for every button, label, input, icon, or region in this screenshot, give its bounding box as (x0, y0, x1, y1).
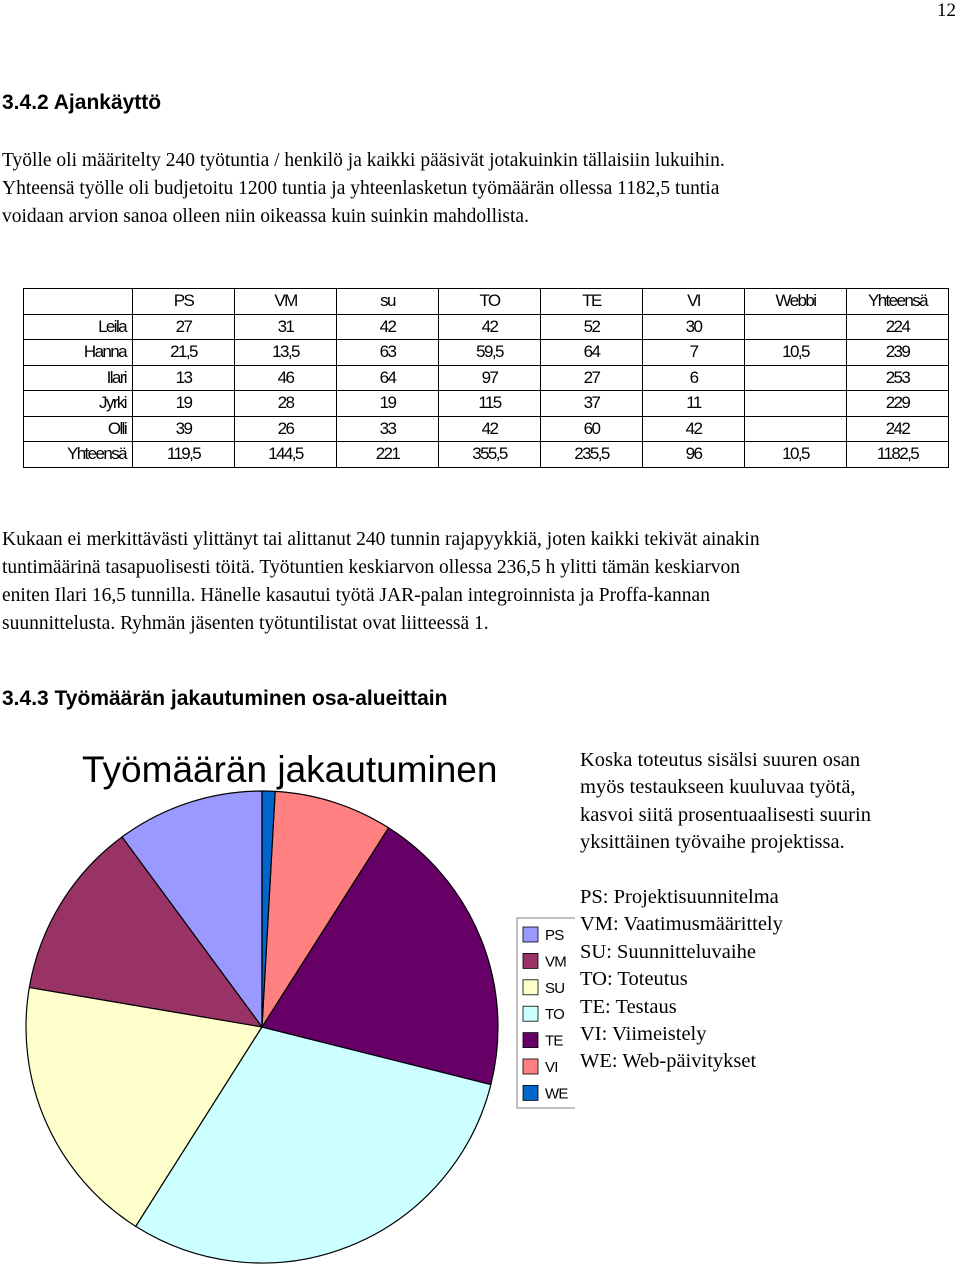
table-header-row (24, 289, 949, 315)
table-header-cell: VI (643, 289, 745, 315)
abbreviation-line: WE: Web-päivitykset (580, 1050, 757, 1073)
table-cell: 239 (847, 340, 949, 366)
table-cell: 10,5 (745, 442, 847, 468)
table-cell: 64 (541, 340, 643, 366)
table-cell: 60 (541, 416, 643, 442)
table-cell: 96 (643, 442, 745, 468)
table-cell: 21,5 (133, 340, 235, 366)
abbreviation-line: PS: Projektisuunnitelma (580, 886, 779, 908)
table-cell: 13 (133, 365, 235, 391)
legend-swatch-vm (523, 953, 538, 968)
section-heading-ajankaytto: 3.4.2 Ajankäyttö (2, 91, 162, 114)
table-cell: 30 (643, 314, 745, 340)
table-cell: 242 (847, 416, 949, 442)
table-cell: 59,5 (439, 340, 541, 366)
legend-swatch-vi (523, 1059, 538, 1074)
table-header-cell: Webbi (745, 289, 847, 315)
legend-swatch-te (523, 1033, 538, 1048)
paragraph-line: eniten Ilari 16,5 tunnilla. Hänelle kasautui työtä JAR-palan integroinnista ja Proffa-kannan (2, 585, 710, 606)
legend-label-ps: PS (545, 927, 564, 944)
pie-slices (26, 791, 498, 1263)
abbreviation-list (580, 884, 783, 1076)
table-cell: 63 (337, 340, 439, 366)
table-total-row (24, 442, 949, 468)
table-cell: 221 (337, 442, 439, 468)
legend-swatch-ps (523, 927, 538, 942)
side-note (580, 747, 871, 857)
table-header-cell (24, 289, 133, 315)
table-cell: 37 (541, 391, 643, 417)
table-cell: 42 (643, 416, 745, 442)
legend-label-to: TO (545, 1006, 564, 1024)
paragraph-time-usage (2, 147, 725, 231)
abbreviation-line: VM: Vaatimusmäärittely (580, 913, 783, 936)
legend-label-we: WE (545, 1085, 568, 1103)
side-note-line: kasvoi siitä prosentuaalisesti suurin (580, 803, 871, 826)
table-cell: 355,5 (439, 442, 541, 468)
table-header-cell: su (337, 289, 439, 315)
legend-swatch-we (523, 1085, 538, 1100)
paragraph-line: Työlle oli määritelty 240 työtuntia / henkilö ja kaikki pääsivät jotakuinkin tällaisiin lukuihin. (2, 150, 725, 171)
section-heading-work-distribution: 3.4.3 Työmäärän jakautuminen osa-alueittain (2, 687, 448, 710)
table-cell: 11 (643, 391, 745, 417)
table-cell: 27 (133, 314, 235, 340)
table-cell: 42 (439, 314, 541, 340)
table-cell: 253 (847, 365, 949, 391)
table-cell: 19 (133, 391, 235, 417)
table-cell-name: Ilari (24, 365, 133, 391)
side-note-line: Koska toteutus sisälsi suuren osan (580, 749, 861, 771)
table-row (24, 340, 949, 366)
table-header-cell: TO (439, 289, 541, 315)
table-cell: 229 (847, 391, 949, 417)
abbreviation-line: TE: Testaus (580, 995, 677, 1018)
table-cell: 1182,5 (847, 442, 949, 468)
table-cell-name: Olli (24, 416, 133, 442)
paragraph-line: Kukaan ei merkittävästi ylittänyt tai alittanut 240 tunnin rajapyykkiä, joten kaikki tekivät ainakin (2, 529, 760, 550)
table-cell-name: Hanna (24, 340, 133, 366)
table-cell: 235,5 (541, 442, 643, 468)
table-cell-name: Yhteensä (24, 442, 133, 468)
chart-legend (517, 918, 575, 1108)
chart-title: Työmäärän jakautuminen (82, 749, 498, 790)
table-cell: 13,5 (235, 340, 337, 366)
pie-chart (0, 740, 575, 1265)
table-cell: 6 (643, 365, 745, 391)
table-cell (745, 416, 847, 442)
table-cell: 7 (643, 340, 745, 366)
table-cell (745, 365, 847, 391)
table-header-cell: Yhteensä (847, 289, 949, 315)
table-cell: 115 (439, 391, 541, 417)
table-cell: 144,5 (235, 442, 337, 468)
table-cell: 39 (133, 416, 235, 442)
legend-label-vm: VM (545, 953, 566, 971)
table-row (24, 314, 949, 340)
table-cell: 42 (439, 416, 541, 442)
abbreviation-line: TO: Toteutus (580, 968, 688, 991)
table-cell: 26 (235, 416, 337, 442)
table-cell: 10,5 (745, 340, 847, 366)
table-cell: 31 (235, 314, 337, 340)
paragraph-line: Yhteensä työlle oli budjetoitu 1200 tuntia ja yhteenlasketun työmäärän ollessa 1182,5 tuntia (2, 178, 720, 199)
legend-label-vi: VI (545, 1059, 558, 1076)
table-cell-name: Leila (24, 314, 133, 340)
table-cell: 224 (847, 314, 949, 340)
table-cell: 33 (337, 416, 439, 442)
table-cell: 119,5 (133, 442, 235, 468)
side-note-line: myös testaukseen kuuluvaa työtä, (580, 776, 856, 799)
table-cell: 52 (541, 314, 643, 340)
table-header-cell: PS (133, 289, 235, 315)
table-cell-name: Jyrki (24, 391, 133, 417)
table-cell: 28 (235, 391, 337, 417)
table-header-cell: TE (541, 289, 643, 315)
paragraph-line: voidaan arvion sanoa olleen niin oikeassa kuin suinkin mahdollista. (2, 206, 529, 227)
table-cell: 64 (337, 365, 439, 391)
table-cell (745, 391, 847, 417)
page-number: 12 (937, 0, 956, 21)
table-cell: 19 (337, 391, 439, 417)
legend-label-te: TE (545, 1032, 563, 1050)
hours-table (23, 288, 949, 468)
table-row (24, 365, 949, 391)
table-cell (745, 314, 847, 340)
legend-label-su: SU (545, 979, 565, 997)
abbreviation-line: VI: Viimeistely (580, 1023, 707, 1046)
paragraph-line: tuntimäärinä tasapuolisesti töitä. Työtuntien keskiarvon ollessa 236,5 h ylitti tämän keskiarvon (2, 557, 741, 578)
table-cell: 27 (541, 365, 643, 391)
table-cell: 97 (439, 365, 541, 391)
legend-swatch-su (523, 980, 538, 995)
legend-swatch-to (523, 1006, 538, 1021)
paragraph-hours-summary (2, 526, 760, 638)
table-cell: 46 (235, 365, 337, 391)
table-cell: 42 (337, 314, 439, 340)
side-note-line: yksittäinen työvaihe projektissa. (580, 831, 845, 854)
paragraph-line: suunnittelusta. Ryhmän jäsenten työtuntilistat ovat liitteessä 1. (2, 613, 489, 634)
abbreviation-line: SU: Suunnitteluvaihe (580, 940, 756, 963)
table-header-cell: VM (235, 289, 337, 315)
table-row (24, 391, 949, 417)
table-row (24, 416, 949, 442)
